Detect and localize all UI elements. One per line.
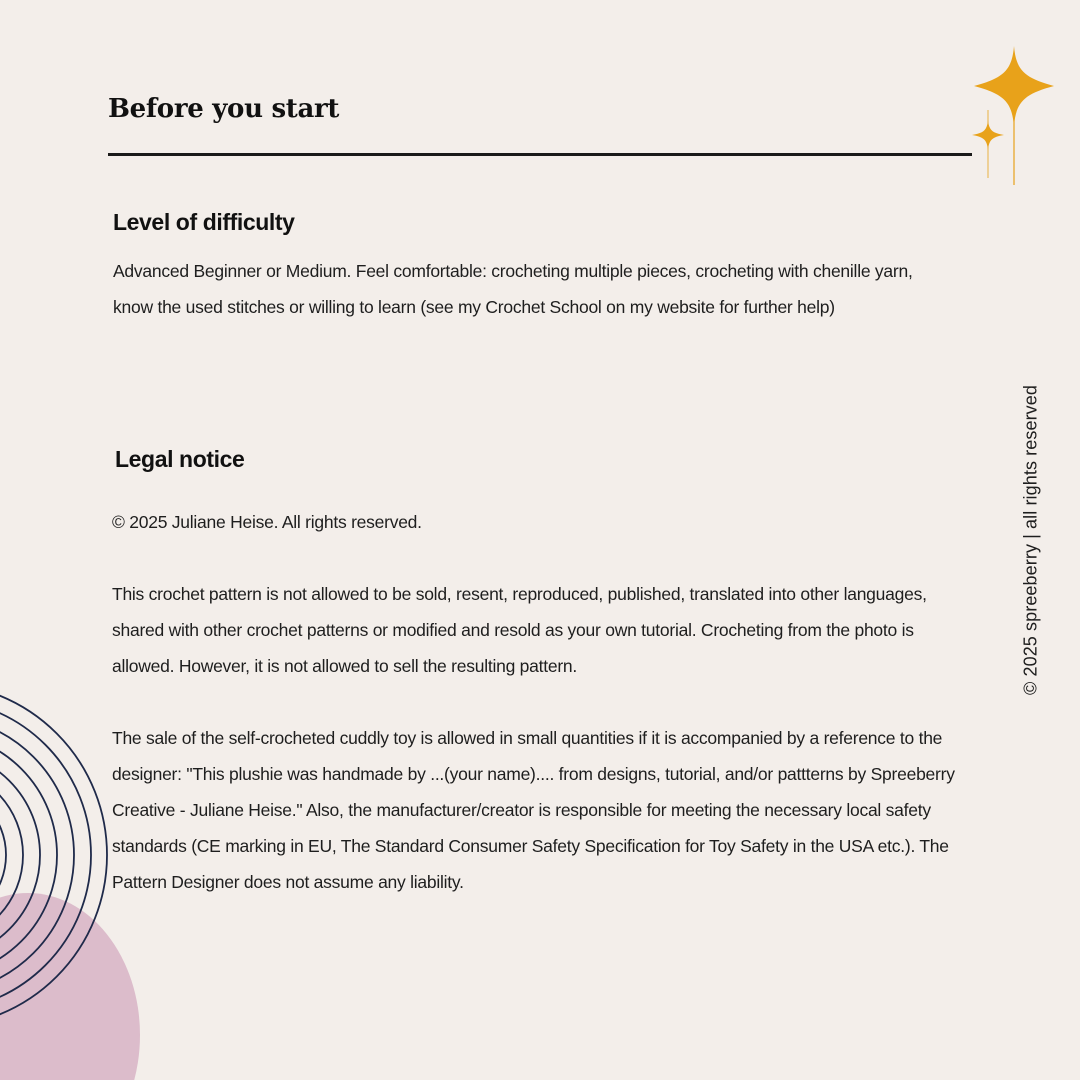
corner-decoration xyxy=(0,660,160,1080)
sparkle-small-icon xyxy=(972,120,1004,150)
pink-blob-decoration xyxy=(0,893,140,1080)
legal-paragraph-1: This crochet pattern is not allowed to be sold, resent, reproduced, published, translated into other languages, shared with other crochet patterns or modified and resold as your own tutorial. Crocheting from the photo is allowed. However, it is not allowed to sell the resulting pattern. xyxy=(112,584,927,676)
legal-copyright: © 2025 Juliane Heise. All rights reserved. xyxy=(112,512,422,532)
difficulty-text: Advanced Beginner or Medium. Feel comfortable: crocheting multiple pieces, crocheting with chenille yarn, know the used stitches or willing to learn (see my Crochet School on my website for further help) xyxy=(113,261,913,317)
vertical-copyright-note: © 2025 spreeberry | all rights reserved xyxy=(1020,385,1041,695)
page-title: Before you start xyxy=(108,94,340,124)
difficulty-heading: Level of difficulty xyxy=(113,209,295,235)
sparkle-large-icon xyxy=(974,46,1054,126)
legal-paragraph-2: The sale of the self-crocheted cuddly toy is allowed in small quantities if it is accompanied by a reference to the designer: "This plushie was handmade by ...(your name).... from designs, tutorial, and/or pattterns by Spreeberry Creative - Juliane Heise." Also, the manufacturer/creator is responsible for meeting the necessary local safety standards (CE marking in EU, The Standard Consumer Safety Specification for Toy Safety in the USA etc.). The Pattern Designer does not assume any liability. xyxy=(112,728,955,892)
sparkles-icon xyxy=(960,40,1070,190)
title-divider xyxy=(108,153,972,156)
legal-heading: Legal notice xyxy=(115,446,245,472)
